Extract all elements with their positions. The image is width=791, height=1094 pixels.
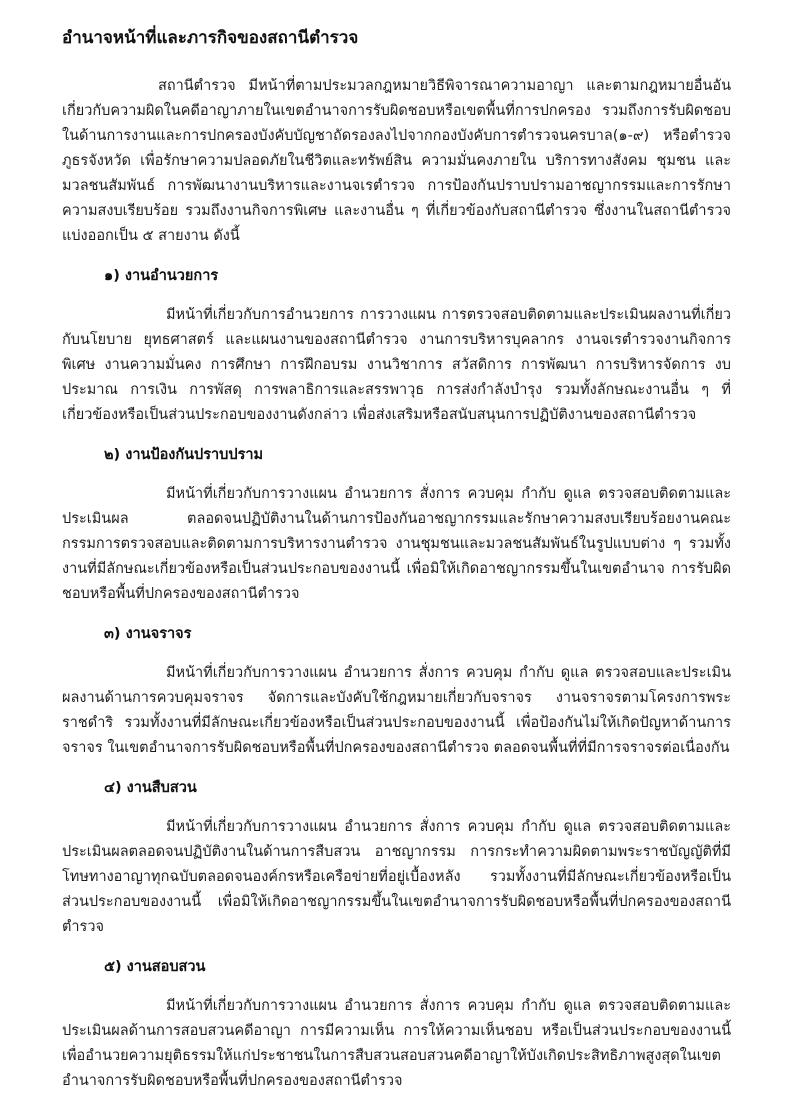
section-paragraph-3: มีหน้าที่เกี่ยวกับการวางแผน อำนวยการ สั่งการ ควบคุม กำกับ ดูแล ตรวจสอบและประเมินผลงานด้านการควบคุมจราจร จัดการและบังคับใช้กฎหมายเกี่ยวกับจราจร งานจราจรตามโครงการพระราชดำริ รวมทั้งงานที่มีลักษณะเกี่ยวข้องหรือเป็นส่วนประกอบของงานนี้ เพื่อป้องกันไม่ให้เกิดปัญหาด้านการจราจร ในเขตอำนาจการรับผิดชอบหรือพื้นที่ปกครองของสถานีตำรวจ ตลอดจนพื้นที่ที่มีการจราจรต่อเนื่องกัน [62,665,731,756]
page-title: อำนาจหน้าที่และภารกิจของสถานีตำรวจ [62,28,359,48]
section-paragraph-5: มีหน้าที่เกี่ยวกับการวางแผน อำนวยการ สั่งการ ควบคุม กำกับ ดูแล ตรวจสอบติดตามและประเมินผลด้านการสอบสวนคดีอาญา การมีความเห็น การให้ความเห็นชอบ หรือเป็นส่วนประกอบของงานนี้ เพื่ออำนวยความยุติธรรมให้แก่ประชาชนในการสืบสวนสอบสวนคดีอาญาให้บังเกิดประสิทธิภาพสูงสุดในเขตอำนาจการรับผิดชอบหรือพื้นที่ปกครองของสถานีตำรวจ [62,998,731,1089]
section-heading-1: ๑) งานอำนวยการ [104,268,219,284]
section-paragraph-4: มีหน้าที่เกี่ยวกับการวางแผน อำนวยการ สั่งการ ควบคุม กำกับ ดูแล ตรวจสอบติดตามและประเมินผลตลอดจนปฏิบัติงานในด้านการสืบสวน อาชญากรรม การกระทำความผิดตามพระราชบัญญัติที่มีโทษทางอาญาทุกฉบับตลอดจนองค์กรหรือเครือข่ายที่อยู่เบื้องหลัง รวมทั้งงานที่มีลักษณะเกี่ยวข้องหรือเป็นส่วนประกอบของงานนี้ เพื่อมิให้เกิดอาชญากรรมขึ้นในเขตอำนาจการรับผิดชอบหรือพื้นที่ปกครองของสถานีตำรวจ [62,819,731,935]
section-heading-5: ๕) งานสอบสวน [104,959,206,975]
section-heading-3: ๓) งานจราจร [104,626,192,642]
intro-paragraph: สถานีตำรวจ มีหน้าที่ตามประมวลกฎหมายวิธีพิจารณาความอาญา และตามกฎหมายอื่นอันเกี่ยวกับความผิดในคดีอาญาภายในเขตอำนาจการรับผิดชอบหรือเขตพื้นที่การปกครอง รวมถึงการรับผิดชอบในด้านการงานและการปกครองบังคับบัญชาถัดรองลงไปจากกองบังคับการตำรวจนครบาล(๑-๙) หรือตำรวจภูธรจังหวัด เพื่อรักษาความปลอดภัยในชีวิตและทรัพย์สิน ความมั่นคงภายใน บริการทางสังคม ชุมชน และมวลชนสัมพันธ์ การพัฒนางานบริหารและงานจเรตำรวจ การป้องกันปราบปรามอาชญากรรมและการรักษาความสงบเรียบร้อย รวมถึงงานกิจการพิเศษ และงานอื่น ๆ ที่เกี่ยวข้องกับสถานีตำรวจ ซึ่งงานในสถานีตำรวจ แบ่งออกเป็น ๕ สายงาน ดังนี้ [62,78,731,244]
section-heading-2: ๒) งานป้องกันปราบปราม [104,447,264,463]
section-paragraph-1: มีหน้าที่เกี่ยวกับการอำนวยการ การวางแผน การตรวจสอบติดตามและประเมินผลงานที่เกี่ยวกับนโยบาย ยุทธศาสตร์ และแผนงานของสถานีตำรวจ งานการบริหารบุคลากร งานจเรตำรวจงานกิจการพิเศษ งานความมั่นคง การศึกษา การฝึกอบรม งานวิชาการ สวัสดิการ การพัฒนา การบริหารจัดการ งบประมาณ การเงิน การพัสดุ การพลาธิการและสรรพาวุธ การส่งกำลังบำรุง รวมทั้งลักษณะงานอื่น ๆ ที่เกี่ยวข้องหรือเป็นส่วนประกอบของงานดังกล่าว เพื่อส่งเสริมหรือสนับสนุนการปฏิบัติงานของสถานีตำรวจ [62,307,731,423]
sections-container [62,264,731,1094]
section-heading-4: ๔) งานสืบสวน [104,780,197,796]
section-paragraph-2: มีหน้าที่เกี่ยวกับการวางแผน อำนวยการ สั่งการ ควบคุม กำกับ ดูแล ตรวจสอบติดตามและประเมินผล ตลอดจนปฏิบัติงานในด้านการป้องกันอาชญากรรมและรักษาความสงบเรียบร้อยงานคณะกรรมการตรวจสอบและติดตามการบริหารงานตำรวจ งานชุมชนและมวลชนสัมพันธ์ในรูปแบบต่าง ๆ รวมทั้งงานที่มีลักษณะเกี่ยวข้องหรือเป็นส่วนประกอบของงานนี้ เพื่อมิให้เกิดอาชญากรรมขึ้นในเขตอำนาจ การรับผิดชอบหรือพื้นที่ปกครองของสถานีตำรวจ [62,486,731,602]
